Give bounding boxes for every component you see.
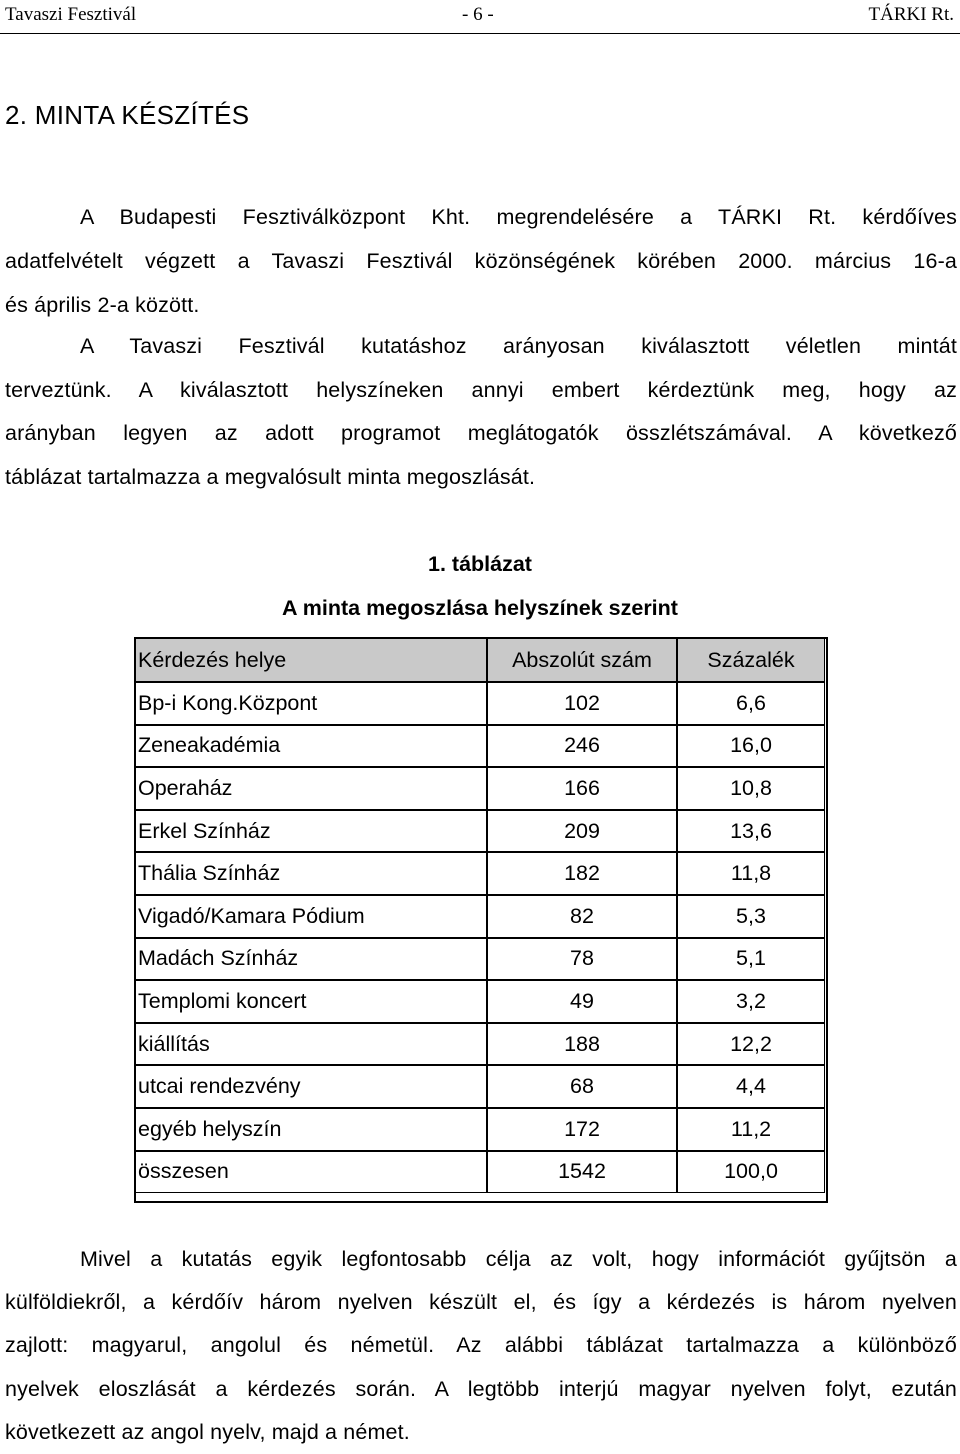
cell-percent: 100,0 <box>677 1151 825 1194</box>
cell-location: Madách Színház <box>135 938 487 981</box>
table-row <box>135 980 825 1023</box>
paragraph-line: táblázat tartalmazza a megvalósult minta megoszlását. <box>5 464 536 489</box>
column-header-location: Kérdezés helye <box>135 638 487 682</box>
cell-absolute: 209 <box>487 810 677 853</box>
table-row <box>135 767 825 810</box>
table-row <box>135 1151 825 1194</box>
cell-absolute: 166 <box>487 767 677 810</box>
cell-percent: 13,6 <box>677 810 825 853</box>
cell-percent: 10,8 <box>677 767 825 810</box>
language-paragraph <box>5 1238 957 1454</box>
cell-location: Thália Színház <box>135 852 487 895</box>
cell-location: Templomi koncert <box>135 980 487 1023</box>
table-row <box>135 938 825 981</box>
cell-absolute: 102 <box>487 682 677 725</box>
table-row <box>135 682 825 725</box>
method-paragraph <box>5 325 957 499</box>
intro-paragraph <box>5 195 957 327</box>
table-row <box>135 1065 825 1108</box>
cell-percent: 16,0 <box>677 725 825 768</box>
table-row <box>135 852 825 895</box>
cell-percent: 5,1 <box>677 938 825 981</box>
cell-percent: 11,8 <box>677 852 825 895</box>
paragraph-line: és április 2-a között. <box>5 293 200 317</box>
header-organization: TÁRKI Rt. <box>868 4 954 25</box>
cell-location: összesen <box>135 1151 487 1194</box>
cell-percent: 6,6 <box>677 682 825 725</box>
paragraph-line: következett az angol nyelv, majd a német. <box>5 1419 410 1444</box>
header-title: Tavaszi Fesztivál <box>5 4 137 25</box>
cell-location: Zeneakadémia <box>135 725 487 768</box>
table-header-row <box>135 638 825 682</box>
table-row <box>135 1108 825 1151</box>
table-row <box>135 725 825 768</box>
paragraph-line: adatfelvételt végzett a Tavaszi Fesztivál közönségének körében 2000. március 16-a <box>5 249 957 273</box>
paragraph-line: zajlott: magyarul, angolul és németül. Az alábbi táblázat tartalmazza a különböző <box>5 1333 957 1358</box>
cell-absolute: 172 <box>487 1108 677 1151</box>
cell-percent: 3,2 <box>677 980 825 1023</box>
cell-location: Vigadó/Kamara Pódium <box>135 895 487 938</box>
cell-location: Operaház <box>135 767 487 810</box>
paragraph-line: arányban legyen az adott programot meglátogatók összlétszámával. A következő <box>5 421 957 445</box>
paragraph-line: A Budapesti Fesztiválközpont Kht. megrendelésére a TÁRKI Rt. kérdőíves <box>80 205 957 229</box>
cell-absolute: 246 <box>487 725 677 768</box>
cell-percent: 4,4 <box>677 1065 825 1108</box>
cell-location: utcai rendezvény <box>135 1065 487 1108</box>
cell-absolute: 78 <box>487 938 677 981</box>
cell-absolute: 182 <box>487 852 677 895</box>
cell-absolute: 188 <box>487 1023 677 1066</box>
paragraph-line: külföldiekről, a kérdőív három nyelven készült el, és így a kérdezés is három nyelven <box>5 1290 957 1315</box>
page-number: - 6 - <box>462 4 494 25</box>
table-row <box>135 1023 825 1066</box>
header-divider <box>0 33 960 34</box>
cell-absolute: 1542 <box>487 1151 677 1194</box>
column-header-percent: Százalék <box>677 638 825 682</box>
cell-absolute: 68 <box>487 1065 677 1108</box>
sample-distribution-table <box>135 638 825 1193</box>
paragraph-line: nyelvek eloszlását a kérdezés során. A legtöbb interjú magyar nyelven folyt, ezután <box>5 1376 957 1401</box>
cell-percent: 12,2 <box>677 1023 825 1066</box>
cell-location: Erkel Színház <box>135 810 487 853</box>
cell-absolute: 82 <box>487 895 677 938</box>
paragraph-line: A Tavaszi Fesztivál kutatáshoz arányosan kiválasztott véletlen mintát <box>80 334 957 358</box>
table-caption-title: A minta megoszlása helyszínek szerint <box>282 596 678 620</box>
column-header-absolute: Abszolút szám <box>487 638 677 682</box>
cell-absolute: 49 <box>487 980 677 1023</box>
table-caption-number: 1. táblázat <box>428 552 532 576</box>
table-row <box>135 810 825 853</box>
cell-percent: 5,3 <box>677 895 825 938</box>
cell-location: egyéb helyszín <box>135 1108 487 1151</box>
page-header <box>0 4 960 30</box>
cell-percent: 11,2 <box>677 1108 825 1151</box>
section-title: 2. MINTA KÉSZÍTÉS <box>5 100 250 130</box>
paragraph-line: terveztünk. A kiválasztott helyszíneken annyi embert kérdeztünk meg, hogy az <box>5 377 957 402</box>
cell-location: kiállítás <box>135 1023 487 1066</box>
paragraph-line: Mivel a kutatás egyik legfontosabb célja az volt, hogy információt gyűjtsön a <box>80 1247 957 1271</box>
table-row <box>135 895 825 938</box>
cell-location: Bp-i Kong.Központ <box>135 682 487 725</box>
